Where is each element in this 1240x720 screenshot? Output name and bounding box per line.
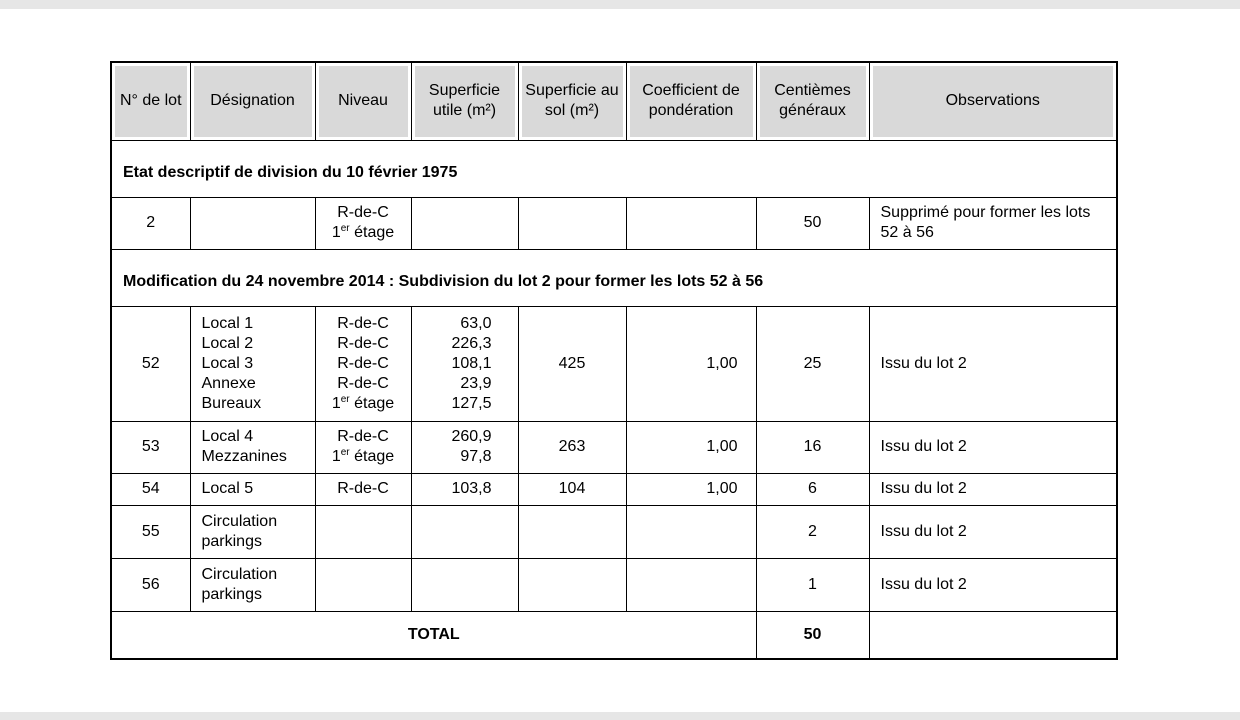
superficie-utile-cell bbox=[411, 306, 518, 421]
superficie-sol-cell bbox=[518, 197, 626, 249]
lot-number: 55 bbox=[111, 505, 190, 558]
niveau-cell bbox=[315, 421, 411, 473]
superficie-utile-cell bbox=[411, 421, 518, 473]
section-title-2014: Modification du 24 novembre 2014 : Subdivision du lot 2 pour former les lots 52 à 56 bbox=[111, 249, 1117, 306]
lot-number: 52 bbox=[111, 306, 190, 421]
header-observations: Observations bbox=[869, 62, 1117, 140]
coefficient-cell: 1,00 bbox=[626, 421, 756, 473]
lot-number: 56 bbox=[111, 558, 190, 611]
designation-cell bbox=[190, 505, 315, 558]
designation-line: Circulation bbox=[201, 565, 278, 583]
niveau-line: R-de-C bbox=[337, 428, 389, 445]
total-centiemes: 50 bbox=[756, 611, 869, 659]
lots-table bbox=[110, 61, 1118, 660]
top-border-band bbox=[0, 0, 1240, 9]
superficie-utile-line: 97,8 bbox=[460, 448, 492, 465]
observations-cell: Issu du lot 2 bbox=[869, 558, 1117, 611]
table-row-lot-2 bbox=[111, 197, 1117, 249]
centiemes-cell: 25 bbox=[756, 306, 869, 421]
superficie-utile-cell bbox=[411, 558, 518, 611]
designation-line: parkings bbox=[201, 532, 262, 550]
header-niveau: Niveau bbox=[315, 62, 411, 140]
designation-line: Annexe bbox=[201, 374, 256, 392]
niveau-line: 1er étage bbox=[331, 393, 395, 412]
superficie-sol-cell: 104 bbox=[518, 473, 626, 505]
niveau-cell bbox=[315, 505, 411, 558]
superficie-utile-cell: 103,8 bbox=[411, 473, 518, 505]
designation-line: Local 2 bbox=[201, 334, 254, 352]
table-row-lot-56 bbox=[111, 558, 1117, 611]
header-superficie-sol: Superficie au sol (m²) bbox=[518, 62, 626, 140]
superficie-utile-line: 127,5 bbox=[451, 394, 492, 412]
niveau-cell bbox=[315, 306, 411, 421]
header-centiemes: Centièmes généraux bbox=[756, 62, 869, 140]
superficie-utile-line: 63,0 bbox=[460, 314, 492, 332]
designation-line: Circulation bbox=[201, 512, 278, 530]
niveau-line: R-de-C bbox=[337, 354, 389, 372]
observations-cell: Issu du lot 2 bbox=[869, 505, 1117, 558]
superficie-utile-line: 226,3 bbox=[451, 334, 492, 352]
coefficient-cell: 1,00 bbox=[626, 473, 756, 505]
coefficient-cell: 1,00 bbox=[626, 306, 756, 421]
designation-line: Mezzanines bbox=[201, 448, 287, 465]
section-title-1975: Etat descriptif de division du 10 février 1975 bbox=[111, 140, 1117, 197]
centiemes-cell: 50 bbox=[756, 197, 869, 249]
niveau-line: R-de-C bbox=[337, 314, 389, 332]
table-row-lot-54 bbox=[111, 473, 1117, 505]
observations-cell: Supprimé pour former les lots 52 à 56 bbox=[869, 197, 1117, 249]
header-lot: N° de lot bbox=[111, 62, 190, 140]
designation-cell: Local 5 bbox=[190, 473, 315, 505]
superficie-sol-cell: 263 bbox=[518, 421, 626, 473]
bottom-border-band bbox=[0, 712, 1240, 720]
header-superficie-utile: Superficie utile (m²) bbox=[411, 62, 518, 140]
designation-cell bbox=[190, 306, 315, 421]
niveau-line: R-de-C bbox=[337, 204, 389, 221]
superficie-utile-line: 23,9 bbox=[460, 374, 492, 392]
lot-number: 53 bbox=[111, 421, 190, 473]
niveau-cell bbox=[315, 197, 411, 249]
superficie-sol-cell: 425 bbox=[518, 306, 626, 421]
designation-cell bbox=[190, 558, 315, 611]
observations-cell: Issu du lot 2 bbox=[869, 306, 1117, 421]
superficie-utile-line: 108,1 bbox=[451, 354, 492, 372]
niveau-line: 1er étage bbox=[331, 223, 395, 241]
niveau-line: R-de-C bbox=[337, 374, 389, 392]
designation-cell bbox=[190, 197, 315, 249]
coefficient-cell bbox=[626, 505, 756, 558]
table-row-lot-55 bbox=[111, 505, 1117, 558]
superficie-utile-cell bbox=[411, 505, 518, 558]
section-row-2014 bbox=[111, 249, 1117, 306]
niveau-line: 1er étage bbox=[331, 447, 395, 465]
total-row bbox=[111, 611, 1117, 659]
total-observations-cell bbox=[869, 611, 1117, 659]
designation-line: Local 1 bbox=[201, 314, 254, 332]
centiemes-cell: 2 bbox=[756, 505, 869, 558]
header-designation: Désignation bbox=[190, 62, 315, 140]
centiemes-cell: 1 bbox=[756, 558, 869, 611]
coefficient-cell bbox=[626, 558, 756, 611]
niveau-cell bbox=[315, 558, 411, 611]
observations-cell: Issu du lot 2 bbox=[869, 421, 1117, 473]
designation-line: parkings bbox=[201, 585, 262, 603]
designation-line: Bureaux bbox=[201, 394, 262, 412]
superficie-utile-cell bbox=[411, 197, 518, 249]
header-row bbox=[111, 62, 1117, 140]
coefficient-cell bbox=[626, 197, 756, 249]
centiemes-cell: 6 bbox=[756, 473, 869, 505]
superficie-sol-cell bbox=[518, 505, 626, 558]
superficie-sol-cell bbox=[518, 558, 626, 611]
lot-number: 2 bbox=[111, 197, 190, 249]
header-coefficient: Coefficient de pondération bbox=[626, 62, 756, 140]
centiemes-cell: 16 bbox=[756, 421, 869, 473]
superficie-utile-line: 260,9 bbox=[451, 428, 492, 445]
designation-line: Local 4 bbox=[201, 428, 254, 445]
observations-cell: Issu du lot 2 bbox=[869, 473, 1117, 505]
designation-line: Local 3 bbox=[201, 354, 254, 372]
niveau-cell: R-de-C bbox=[315, 473, 411, 505]
total-label: TOTAL bbox=[111, 611, 756, 659]
lot-number: 54 bbox=[111, 473, 190, 505]
table-row-lot-52 bbox=[111, 306, 1117, 421]
designation-cell bbox=[190, 421, 315, 473]
section-row-1975 bbox=[111, 140, 1117, 197]
table-row-lot-53 bbox=[111, 421, 1117, 473]
niveau-line: R-de-C bbox=[337, 334, 389, 352]
